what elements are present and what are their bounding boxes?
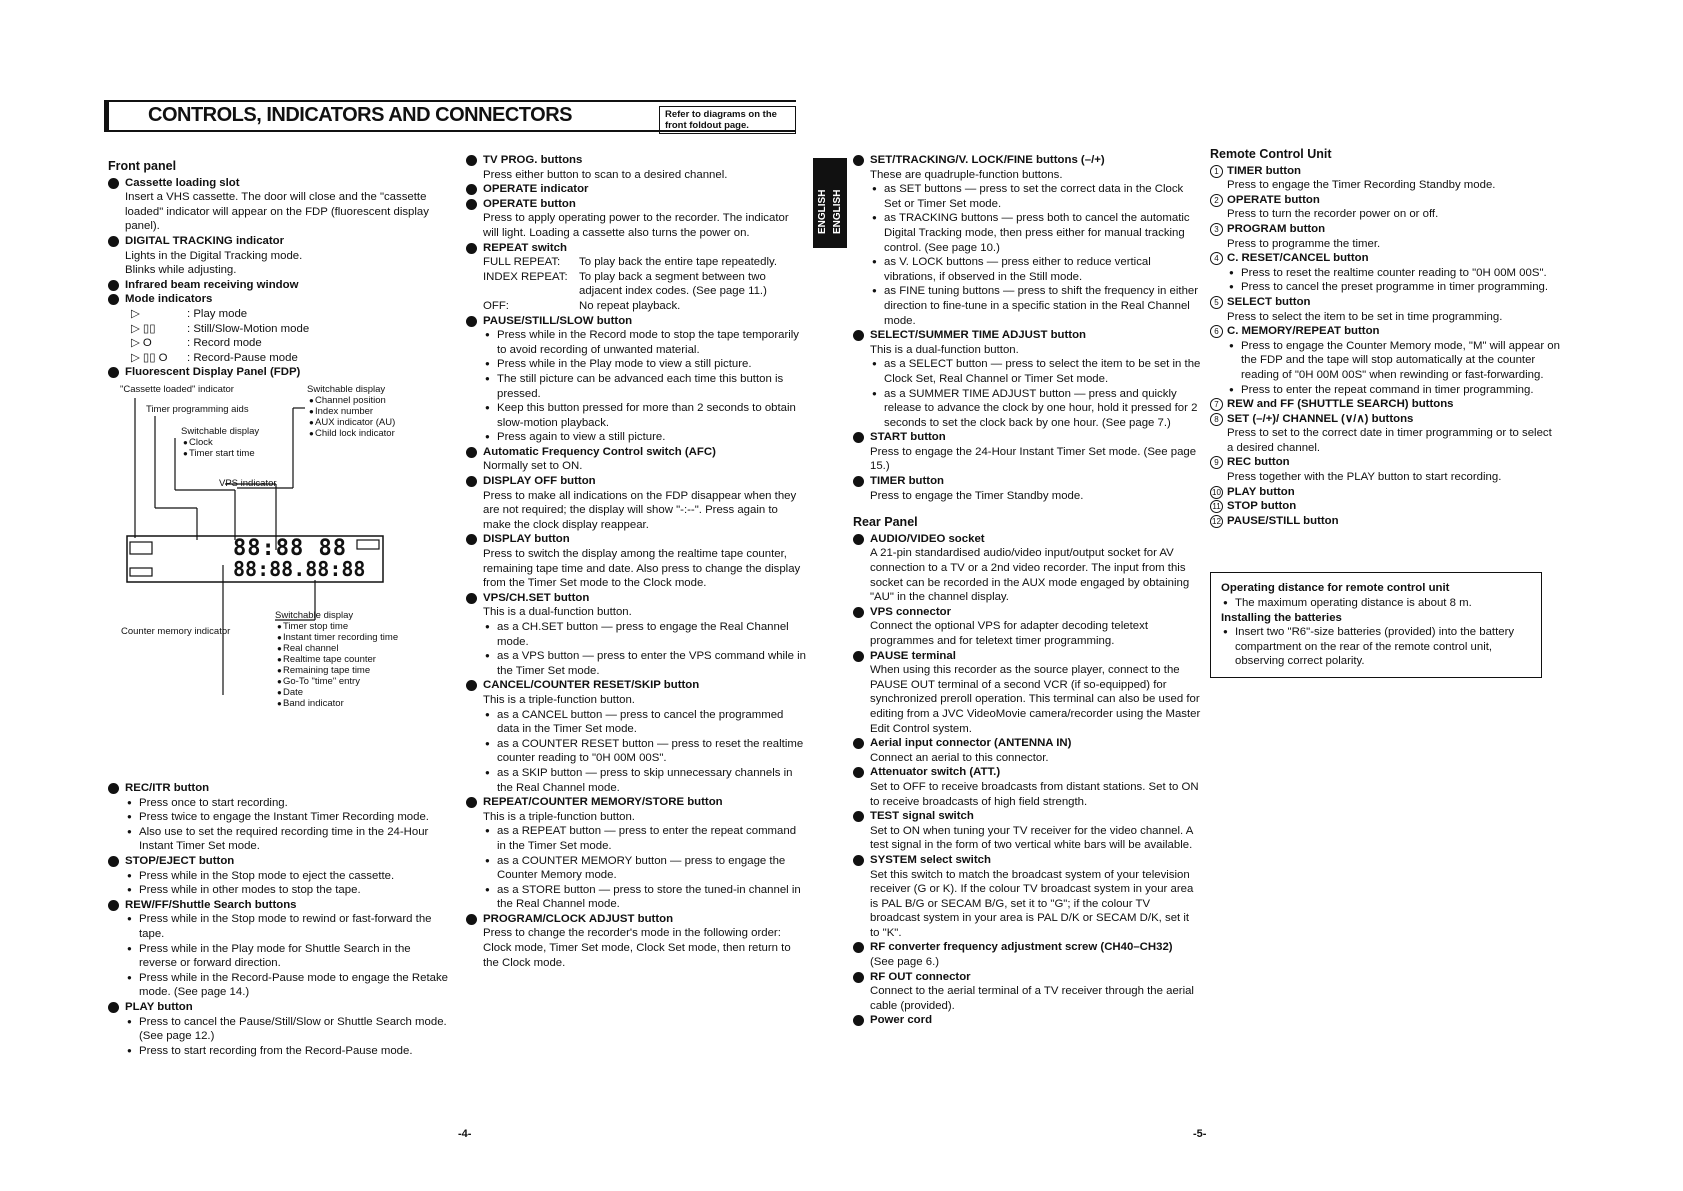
lcd-top-digits: 88:88 88 xyxy=(233,536,347,561)
language-tab: ENGLISH ENGLISH xyxy=(813,158,847,248)
remote-heading: Remote Control Unit xyxy=(1210,147,1332,161)
item-fdp: Fluorescent Display Panel (FDP) xyxy=(108,365,448,380)
front-panel-heading: Front panel xyxy=(108,159,177,173)
item-vps-connector: VPS connector Connect the optional VPS for adapter decoding teletext programmes and for teletext timer programming. xyxy=(853,605,1201,649)
counter-memory-label: Counter memory indicator xyxy=(121,626,231,637)
item-antenna-in: Aerial input connector (ANTENNA IN) Connect an aerial to this connector. xyxy=(853,736,1201,765)
switchable-display-2: Switchable display ● Clock ● Timer start time xyxy=(181,426,259,459)
page-title: CONTROLS, INDICATORS AND CONNECTORS xyxy=(148,104,572,126)
timer-aids-label: Timer programming aids xyxy=(146,404,249,415)
item-repeat-counter-memory: REPEAT/COUNTER MEMORY/STORE button This is a triple-function button. ● as a REPEAT button — press to enter the repeat command in the Timer Set mode. ● as a COUNTER MEMORY button — press to engage the Counter Memory mode. ● as a STORE button — press to store the tuned-in channel in the Real Channel mode. xyxy=(466,795,806,912)
front-panel-column-2 xyxy=(466,153,806,970)
item-afc: Automatic Frequency Control switch (AFC) Normally set to ON. xyxy=(466,445,806,474)
item-operate-button: OPERATE button Press to apply operating power to the recorder. The indicator will light. Loading a cassette also turns the power on. xyxy=(466,197,806,241)
item-select-summer: SELECT/SUMMER TIME ADJUST button This is a dual-function button. ● as a SELECT button — press to select the item to be set in the Clock Set, Real Channel or Timer Set mode. ● as a SUMMER TIME ADJUST button — press and quickly release to advance the clock by one hour, hold it pressed for 2 seconds to set the clock back by one hour. (See page 7.) xyxy=(853,328,1201,430)
item-digital-tracking: DIGITAL TRACKING indicator Lights in the Digital Tracking mode. Blinks while adjusting. xyxy=(108,234,448,278)
item-remote-set-channel: 8 SET (–/+)/ CHANNEL (∨/∧) buttons Press to set to the correct date in timer programming or to select a desired channel. xyxy=(1210,412,1560,456)
item-vps-chset: VPS/CH.SET button This is a dual-function button. ● as a CH.SET button — press to engage the Real Channel mode. ● as a VPS button — press to enter the VPS command while in the Timer Set mode. xyxy=(466,591,806,679)
item-attenuator: Attenuator switch (ATT.) Set to OFF to receive broadcasts from distant stations. Set to ON to receive broadcasts of high field strength. xyxy=(853,765,1201,809)
item-system-select: SYSTEM select switch Set this switch to match the broadcast system of your television receiver (G or K). If the colour TV broadcast system in your area is PAL B/G or SECAM B/G, set it to "G"; if the colour TV broadcast system in your area is PAL D/K or SECAM D/K, set it to "K". xyxy=(853,853,1201,941)
item-cancel-counter-reset: CANCEL/COUNTER RESET/SKIP button This is a triple-function button. ● as a CANCEL button — press to cancel the programmed data in the Timer Set mode. ● as a COUNTER RESET button — press to reset the realtime counter reading to "0H 00M 00S". ● as a SKIP button — press to skip unnecessary channels in the Real Channel mode. xyxy=(466,678,806,795)
switchable-display-3: Switchable display ● Timer stop time ● Instant timer recording time ● Real channel ● Realtime tape counter ● Remaining tape time ● Go-To "time" entry ● Date ● Band indicator xyxy=(275,610,398,709)
mode-row: ▷ ▯▯ : Still/Slow-Motion mode xyxy=(131,322,310,335)
mode-row: ▷ ▯▯ O : Record-Pause mode xyxy=(131,351,298,364)
cassette-loaded-label: "Cassette loaded" indicator xyxy=(120,384,234,395)
item-remote-program: 3 PROGRAM button Press to programme the timer. xyxy=(1210,222,1560,251)
switchable-display-1: Switchable display ● Channel position ● Index number ● AUX indicator (AU) ● Child lock indicator xyxy=(307,384,395,439)
front-panel-column xyxy=(108,153,448,380)
rear-panel-column xyxy=(853,153,1201,1028)
fdp-diagram xyxy=(120,384,445,750)
item-set-tracking: SET/TRACKING/V. LOCK/FINE buttons (–/+) These are quadruple-function buttons. ● as SET buttons — press to set the correct data in the Clock Set or Timer Set mode. ● as TRACKING buttons — press both to cancel the automatic Digital Tracking mode, then press either for manual tracking control. (See page 10.) ● as V. LOCK buttons — press either to reduce vertical vibrations, if observed in the Still mode. ● as FINE tuning buttons — press to shift the frequency in either direction to fine-tune in a specific station in the Real Channel mode. xyxy=(853,153,1201,328)
item-play: PLAY button ● Press to cancel the Pause/Still/Slow or Shuttle Search mode. (See page 12.) ● Press to start recording from the Record-Pause mode. xyxy=(108,1000,448,1058)
item-display-off: DISPLAY OFF button Press to make all indications on the FDP disappear when they are not required; the display will show "-:--". Press again to make the clock display reappear. xyxy=(466,474,806,532)
item-program-clock: PROGRAM/CLOCK ADJUST button Press to change the recorder's mode in the following order: Clock mode, Timer Set mode, Clock Set mode, then return to the Clock mode. xyxy=(466,912,806,970)
item-rf-converter: RF converter frequency adjustment screw (CH40–CH32) (See page 6.) xyxy=(853,940,1201,969)
item-stop-eject: STOP/EJECT button ● Press while in the Stop mode to eject the cassette. ● Press while in other modes to stop the tape. xyxy=(108,854,448,898)
foldout-reference: Refer to diagrams on the front foldout page. xyxy=(659,106,796,134)
item-tv-prog: TV PROG. buttons Press either button to scan to a desired channel. xyxy=(466,153,806,182)
item-remote-cmemory: 6 C. MEMORY/REPEAT button ● Press to engage the Counter Memory mode, "M" will appear on the FDP and the tape will stop automatically at the counter reading of "0H 00M 00S" when rewinding or fast-forwarding. ● Press to enter the repeat command in timer programming. xyxy=(1210,324,1560,397)
item-rew-ff: REW/FF/Shuttle Search buttons ● Press while in the Stop mode to rewind or fast-forward the tape. ● Press while in the Play mode for Shuttle Search in the reverse or forward direction. ● Press while in the Record-Pause mode to engage the Retake mode. (See page 14.) xyxy=(108,898,448,1000)
mode-row: ▷ : Play mode xyxy=(131,307,248,320)
item-pause-terminal: PAUSE terminal When using this recorder as the source player, connect to the PAUSE OUT terminal of a second VCR (if so-equipped) for synchronized preroll operation. This terminal can also be used for editing from a JVC VideoMovie camera/recorder using the Master Edit Control system. xyxy=(853,649,1201,737)
item-rf-out: RF OUT connector Connect to the aerial terminal of a TV receiver through the aerial cable (provided). xyxy=(853,970,1201,1014)
mode-row: ▷ O : Record mode xyxy=(131,337,262,350)
item-remote-stop: 11 STOP button xyxy=(1210,499,1560,514)
item-mode-indicators: Mode indicators ▷ : Play mode ▷ ▯▯ : Still/Slow-Motion mode ▷ O : Record mode ▷ ▯▯ O : Record-Pause mode xyxy=(108,292,448,365)
front-panel-buttons xyxy=(108,781,448,1058)
item-remote-creset: 4 C. RESET/CANCEL button ● Press to reset the realtime counter reading to "0H 00M 00S". ● Press to cancel the preset programme in timer programming. xyxy=(1210,251,1560,295)
item-power-cord: Power cord xyxy=(853,1013,1201,1028)
item-repeat-switch: REPEAT switch FULL REPEAT: To play back the entire tape repeatedly. INDEX REPEAT: To play back a segment between two adjacent index codes. (See page 11.) OFF: No repeat playback. xyxy=(466,241,806,314)
item-remote-rew-ff: 7 REW and FF (SHUTTLE SEARCH) buttons xyxy=(1210,397,1560,412)
repeat-table: FULL REPEAT: To play back the entire tape repeatedly. INDEX REPEAT: To play back a segment between two adjacent index codes. (See page 11.) OFF: No repeat playback. xyxy=(483,256,777,312)
item-start: START button Press to engage the 24-Hour Instant Timer Set mode. (See page 15.) xyxy=(853,430,1201,474)
rear-panel-heading: Rear Panel xyxy=(853,515,918,530)
page-number-right: -5- xyxy=(1193,1128,1207,1140)
remote-control-column xyxy=(1210,147,1560,678)
lcd-bottom-digits: 88:88.88:88 xyxy=(233,557,366,581)
item-av-socket: AUDIO/VIDEO socket A 21-pin standardised audio/video input/output socket for AV connection to a TV or a 2nd video recorder. The input from this socket can be recorded in the AUX mode engaged by obtaining "AU" in the channel display. xyxy=(853,532,1201,605)
item-rec-itr: REC/ITR button ● Press once to start recording. ● Press twice to engage the Instant Timer Recording mode. ● Also use to set the required recording time in the 24-Hour Instant Timer Set mode. xyxy=(108,781,448,854)
item-display: DISPLAY button Press to switch the display among the realtime tape counter, remaining tape time and date. Also press to change the display from the Timer Set mode to the Clock mode. xyxy=(466,532,806,590)
item-remote-pause: 12 PAUSE/STILL button xyxy=(1210,514,1560,529)
item-remote-play: 10 PLAY button xyxy=(1210,485,1560,500)
item-infrared-window: Infrared beam receiving window xyxy=(108,278,448,293)
operating-info-box: Operating distance for remote control unit ● The maximum operating distance is about 8 m. Installing the batteries ● Insert two "R6"-size batteries (provided) into the battery compartment on the rear of the remote control unit, observing correct polarity. xyxy=(1210,572,1542,678)
item-cassette-slot: Cassette loading slot Insert a VHS cassette. The door will close and the "cassette loaded" indicator will appear on the FDP (fluorescent display panel). xyxy=(108,176,448,234)
item-pause-still: PAUSE/STILL/SLOW button ● Press while in the Record mode to stop the tape temporarily to avoid recording of unwanted material. ● Press while in the Play mode to view a still picture. ● The still picture can be advanced each time this button is pressed. ● Keep this button pressed for more than 2 seconds to obtain slow-motion playback. ● Press again to view a still picture. xyxy=(466,314,806,445)
item-operate-indicator: OPERATE indicator xyxy=(466,182,806,197)
item-remote-rec: 9 REC button Press together with the PLAY button to start recording. xyxy=(1210,455,1560,484)
item-remote-select: 5 SELECT button Press to select the item to be set in time programming. xyxy=(1210,295,1560,324)
page-number-left: -4- xyxy=(458,1128,472,1140)
item-remote-operate: 2 OPERATE button Press to turn the recorder power on or off. xyxy=(1210,193,1560,222)
item-test-signal: TEST signal switch Set to ON when tuning your TV receiver for the video channel. A test signal in the form of two vertical white bars will be available. xyxy=(853,809,1201,853)
header-bar xyxy=(104,102,109,130)
item-timer: TIMER button Press to engage the Timer Standby mode. xyxy=(853,474,1201,503)
section-header xyxy=(104,100,796,132)
vps-indicator-label: VPS indicator xyxy=(219,478,277,489)
item-remote-timer: 1 TIMER button Press to engage the Timer Recording Standby mode. xyxy=(1210,164,1560,193)
